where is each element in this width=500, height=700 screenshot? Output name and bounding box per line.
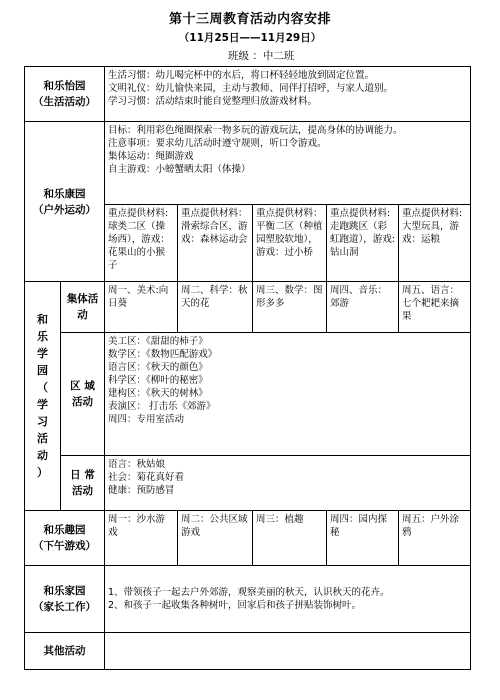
row-afternoon-games <box>25 511 471 566</box>
afternoon-cell-thu: 周四：园内探秘 <box>327 511 399 566</box>
outdoor-cell-tue: 重点提供材料：滑索综合区，游戏：森林运动会 <box>178 205 253 282</box>
outdoor-activity-content <box>105 122 471 205</box>
area-line-performance: 表演区： 打击乐《郊游》 <box>108 401 216 412</box>
afternoon-cell-wed: 周三：植趣 <box>253 511 327 566</box>
outdoor-cell-thu: 重点提供材料:走跑跳区（彩虹跑道），游戏:钻山洞 <box>327 205 399 282</box>
daily-line-health: 健康：预防感冒 <box>108 485 175 496</box>
group-cell-mon: 周一、美术:向日葵 <box>105 282 178 333</box>
area-line-science: 科学区：《柳叶的秘密》 <box>108 375 208 386</box>
life-line-etiquette: 文明礼仪：幼儿愉快来园，主动与教师、同伴打招呼，与家人道别。 <box>108 83 394 94</box>
life-activity-content <box>105 67 471 122</box>
outdoor-label-1: 和乐康园 <box>43 187 86 200</box>
afternoon-cell-tue: 周二：公共区域游戏 <box>178 511 253 566</box>
life-label-1: 和乐怡园 <box>43 80 86 92</box>
daily-line-language: 语言：秋姑娘 <box>108 459 166 470</box>
parent-line-1: 1、带领孩子一起去户外郊游，观察美丽的秋天，认识秋天的花卉。 <box>108 587 390 598</box>
group-cell-thu: 周四、音乐：郊游 <box>327 282 399 333</box>
life-label-2: （生活活动） <box>33 96 96 108</box>
row-area-activity <box>25 333 471 456</box>
outdoor-cell-wed: 重点提供材料：平衡二区（种植园塑胶软地），游戏：过小桥 <box>253 205 327 282</box>
schedule-table <box>24 66 471 670</box>
row-parent-work <box>25 566 471 633</box>
afternoon-cell-fri: 周五：户外涂鸦 <box>399 511 471 566</box>
row-daily-activity <box>25 456 471 511</box>
group-activity-header: 集体活 动 <box>61 282 105 333</box>
row-outdoor-goals <box>25 122 471 205</box>
outdoor-cell-mon: 重点提供材料:球类二区（操场西），游戏：花果山的小猴子 <box>105 205 178 282</box>
outdoor-line-notes: 注意事项：要求幼儿活动时遵守规则，听口令游戏。 <box>108 138 327 149</box>
parent-work-content <box>105 566 471 633</box>
area-line-art: 美工区：《甜甜的柿子》 <box>108 336 208 347</box>
date-range: （11月25日——11月29日） <box>178 32 322 44</box>
daily-activity-content <box>105 456 471 511</box>
afternoon-cell-mon: 周一：沙水游戏 <box>105 511 178 566</box>
other-activities-header: 其他活动 <box>25 633 105 670</box>
parent-line-2: 2、和孩子一起收集各种树叶，回家后和孩子拼贴装饰树叶。 <box>108 600 362 611</box>
outdoor-line-goal: 目标：利用彩色绳圈探索一物多玩的游戏玩法，提高身体的协调能力。 <box>108 125 403 136</box>
area-line-building: 建构区：《秋天的树林》 <box>108 388 208 399</box>
outdoor-cell-fri: 重点提供材料:大型玩具，游戏：运粮 <box>399 205 471 282</box>
page-title: 第十三周教育活动内容安排 <box>168 12 331 27</box>
parent-work-header: 和乐家园 （家长工作） <box>25 566 105 633</box>
row-life-activity <box>25 67 471 122</box>
daily-line-social: 社会：菊花真好看 <box>108 472 185 483</box>
outdoor-line-group: 集体运动：绳圈游戏 <box>108 151 194 162</box>
daily-activity-header: 日 常 活动 <box>61 456 105 511</box>
group-cell-wed: 周三、数学：图形多多 <box>253 282 327 333</box>
life-line-habit: 生活习惯：幼儿喝完杯中的水后，将口杯轻轻地放到固定位置。 <box>108 70 375 81</box>
area-activity-header: 区 域 活动 <box>61 333 105 456</box>
life-line-study: 学习习惯：活动结束时能自觉整理归放游戏材料。 <box>108 96 318 107</box>
life-activity-header <box>25 67 105 122</box>
area-line-math: 数学区：《数物匹配游戏》 <box>108 349 218 360</box>
group-cell-fri: 周五、语言：七个耙耙来摘果 <box>399 282 471 333</box>
class-info: 班级 ：中二班 <box>228 50 295 62</box>
outdoor-label-2: （户外运动） <box>33 203 96 216</box>
outdoor-line-free: 自主游戏：小螃蟹晒太阳（体操） <box>108 164 251 175</box>
afternoon-games-header: 和乐趣园 （下午游戏） <box>25 511 105 566</box>
area-line-special-room: 周四：专用室活动 <box>108 414 185 425</box>
area-line-language: 语言区：《秋天的颜色》 <box>108 362 208 373</box>
row-group-activity <box>25 282 471 333</box>
outdoor-activity-header <box>25 122 105 282</box>
other-activities-content <box>105 633 471 670</box>
area-activity-content <box>105 333 471 456</box>
learning-activity-header: 和 乐 学 园 （ 学 习 活 动 ） <box>25 282 61 511</box>
row-other-activities <box>25 633 471 670</box>
group-cell-tue: 周二、科学：秋天的花 <box>178 282 253 333</box>
